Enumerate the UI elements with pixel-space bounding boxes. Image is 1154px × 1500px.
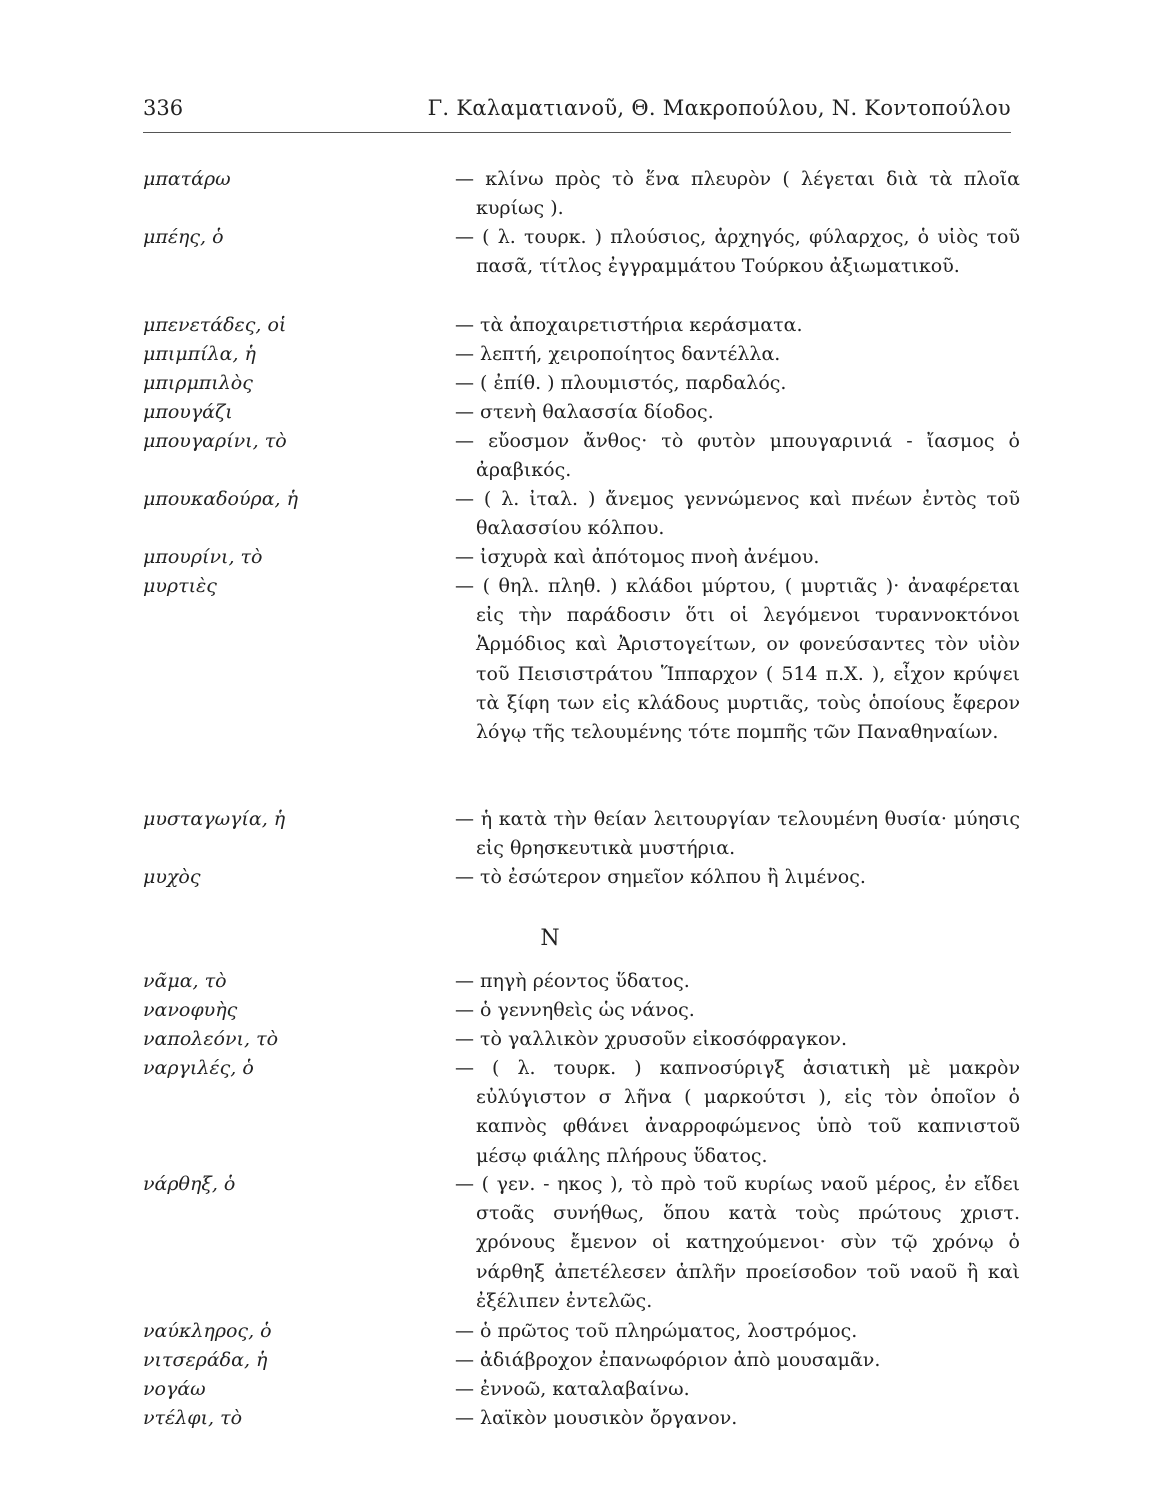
entry-term: ναύκληρος, ὁ <box>143 1320 272 1342</box>
entry-definition: — ( γεν. - ηκος ), τὸ πρὸ τοῦ κυρίως ναοῦ μέρος, ἐν εἴδει στοᾶς συνήθως, ὅπου κατὰ τοὺς πρώτους χριστ. χρόνους ἔμενον οἱ κατηχούμενοι· σὺν τῷ χρόνῳ ὁ νάρθηξ ἀπετέλεσεν ἁπλῆν προείσοδον τοῦ ναοῦ ἢ καὶ ἐξέλιπεν ἐντελῶς. <box>455 1173 1020 1312</box>
entry-definition: — ( θηλ. πληθ. ) κλάδοι μύρτου, ( μυρτιᾶς )· ἀναφέρεται εἰς τὴν παράδοσιν ὅτι οἱ λεγόμενοι τυραννοκτόνοι Ἁρμόδιος καὶ Ἀριστογείτων, ον φονεύσαντες τὸν υἱὸν τοῦ Πεισιστράτου Ἵππαρχον ( 514 π.Χ. ), εἶχον κρύψει τὰ ξίφη των εἰς κλάδους μυρτιᾶς, τοὺς ὁποίους ἔφερον λόγῳ τῆς τελουμένης τότε πομπῆς τῶν Παναθηναίων. <box>455 575 1020 744</box>
page-number: 336 <box>143 96 184 120</box>
entry-definition: — ἐννοῶ, καταλαβαίνω. <box>455 1378 690 1400</box>
section-letter-heading: Ν <box>540 926 560 951</box>
entry-definition: — κλίνω πρὸς τὸ ἕνα πλευρὸν ( λέγεται διὰ τὰ πλοῖα κυρίως ). <box>455 168 1020 220</box>
entry-term: νιτσεράδα, ἡ <box>143 1349 268 1371</box>
entry-term: μυχὸς <box>143 866 201 888</box>
entry-definition: — ἰσχυρὰ καὶ ἀπότομος πνοὴ ἀνέμου. <box>455 546 820 568</box>
entry-term: μπουκαδούρα, ἡ <box>143 488 299 510</box>
entry-term: μυρτιὲς <box>143 575 217 597</box>
entry-term: μπενετάδες, οἱ <box>143 314 287 336</box>
entry-definition: — λαϊκὸν μουσικὸν ὄργανον. <box>455 1407 738 1429</box>
entry-term: νάρθηξ, ὁ <box>143 1173 236 1195</box>
entry-definition: — πηγὴ ρέοντος ὕδατος. <box>455 970 690 992</box>
entry-definition: — τὸ γαλλικὸν χρυσοῦν εἰκοσόφραγκον. <box>455 1028 848 1050</box>
entry-definition: — τὸ ἐσώτερον σημεῖον κόλπου ἢ λιμένος. <box>455 866 866 888</box>
entry-definition: — στενὴ θαλασσία δίοδος. <box>455 401 714 423</box>
entry-definition: — ( λ. τουρκ. ) καπνοσύριγξ ἀσιατικὴ μὲ μακρὸν εὐλύγιστον σ λῆνα ( μαρκούτσι ), εἰς τὸν ὁποῖον ὁ καπνὸς φθάνει ἀναρροφώμενος ὑπὸ τοῦ καπνιστοῦ μέσῳ φιάλης πλήρους ὕδατος. <box>455 1057 1020 1167</box>
entry-definition: — ὁ πρῶτος τοῦ πληρώματος, λοστρόμος. <box>455 1320 858 1342</box>
entry-term: μπατάρω <box>143 168 231 190</box>
entry-definition: — τὰ ἀποχαιρετιστήρια κεράσματα. <box>455 314 803 336</box>
entry-term: μπουγάζι <box>143 401 233 423</box>
entry-term: νανοφυὴς <box>143 999 238 1021</box>
page-header <box>143 92 1011 133</box>
entry-term: μπιρμπιλὸς <box>143 372 253 394</box>
entry-term: μπιμπίλα, ἡ <box>143 343 256 365</box>
running-head: Γ. Καλαματιανοῦ, Θ. Μακροπούλου, Ν. Κοντοπούλου <box>427 96 1011 120</box>
entry-term: νᾶμα, τὸ <box>143 970 227 992</box>
entry-definition: — ( λ. ἰταλ. ) ἄνεμος γεννώμενος καὶ πνέων ἐντὸς τοῦ θαλασσίου κόλπου. <box>455 488 1020 540</box>
entry-term: νογάω <box>143 1378 206 1400</box>
entry-definition: — ἀδιάβροχον ἐπανωφόριον ἀπὸ μουσαμᾶν. <box>455 1349 881 1371</box>
entry-definition: — ( λ. τουρκ. ) πλούσιος, ἀρχηγός, φύλαρχος, ὁ υἱὸς τοῦ πασᾶ, τίτλος ἐγγραμμάτου Τούρκου ἀξιωματικοῦ. <box>455 226 1020 278</box>
entry-term: μυσταγωγία, ἡ <box>143 808 286 830</box>
entry-definition: — ὁ γεννηθεὶς ὡς νάνος. <box>455 999 695 1021</box>
entry-term: ναπολεόνι, τὸ <box>143 1028 279 1050</box>
entry-definition: — λεπτή, χειροποίητος δαντέλλα. <box>455 343 781 365</box>
entry-term: μπουγαρίνι, τὸ <box>143 430 287 452</box>
entry-term: μπέης, ὁ <box>143 226 224 248</box>
entry-term: ντέλφι, τὸ <box>143 1407 243 1429</box>
entry-definition: — εὔοσμον ἄνθος· τὸ φυτὸν μπουγαρινιά - ἴασμος ὁ ἀραβικός. <box>455 430 1020 482</box>
entry-definition: — ἡ κατὰ τὴν θείαν λειτουργίαν τελουμένη θυσία· μύησις εἰς θρησκευτικὰ μυστήρια. <box>455 808 1020 860</box>
entry-term: μπουρίνι, τὸ <box>143 546 263 568</box>
entry-term: ναργιλές, ὁ <box>143 1057 254 1079</box>
entry-definition: — ( ἐπίθ. ) πλουμιστός, παρδαλός. <box>455 372 787 394</box>
